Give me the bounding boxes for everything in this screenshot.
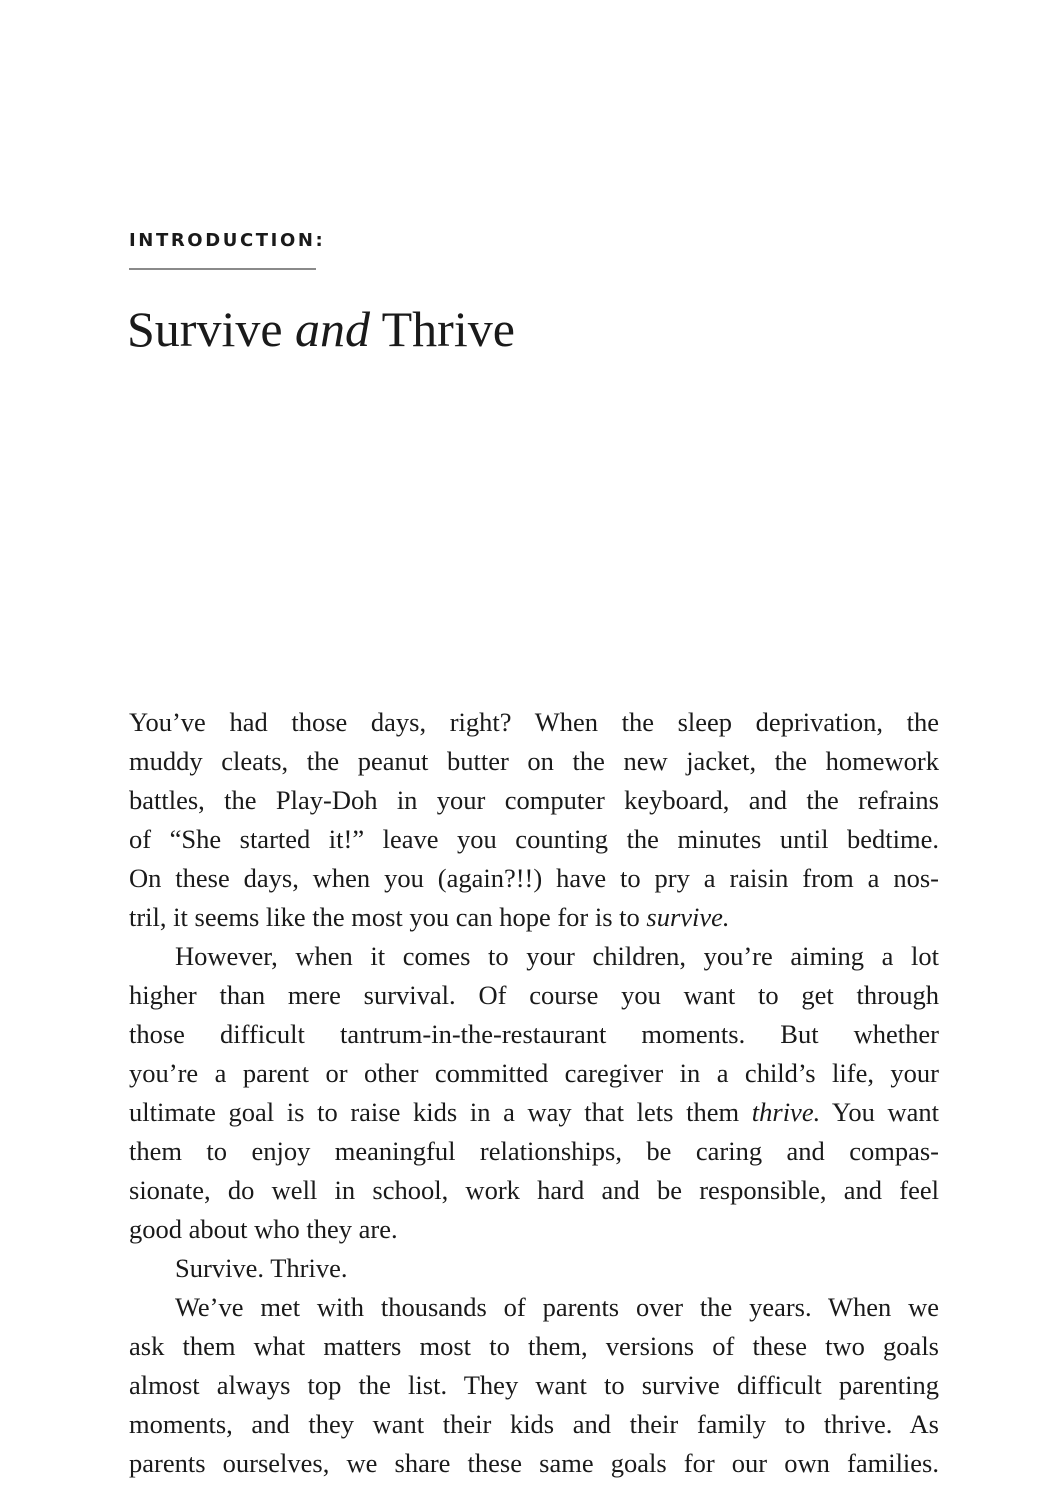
body-line: higher than mere survival. Of course you want to get through: [129, 980, 939, 1010]
body-line: You’ve had those days, right? When the sleep deprivation, the: [129, 707, 939, 737]
chapter-label-rule: [129, 268, 316, 270]
body-line: On these days, when you (again?!!) have to pry a raisin from a nos-: [129, 863, 939, 893]
body-line: those difficult tantrum-in-the-restaurant moments. But whether: [129, 1019, 939, 1049]
chapter-title-part-3: Thrive: [370, 301, 515, 357]
body-line: However, when it comes to your children, you’re aiming a lot: [175, 941, 939, 971]
chapter-title: [127, 300, 515, 358]
body-text: [129, 703, 939, 1483]
body-text-run: tril, it seems like the most you can hope for is to: [129, 902, 647, 932]
body-text-run: You want: [820, 1097, 940, 1127]
chapter-label: INTRODUCTION:: [129, 230, 326, 251]
body-line: [129, 898, 939, 937]
body-line: ask them what matters most to them, versions of these two goals: [129, 1331, 939, 1361]
body-line: battles, the Play-Doh in your computer keyboard, and the refrains: [129, 785, 939, 815]
body-line: you’re a parent or other committed caregiver in a child’s life, your: [129, 1058, 939, 1088]
body-line: Survive. Thrive.: [175, 1253, 348, 1283]
body-line: almost always top the list. They want to survive difficult parenting: [129, 1370, 939, 1400]
body-text-italic: thrive.: [751, 1097, 821, 1127]
body-text-italic: survive.: [646, 902, 730, 932]
body-line: We’ve met with thousands of parents over the years. When we: [175, 1292, 939, 1322]
body-line: sionate, do well in school, work hard and be responsible, and feel: [129, 1175, 939, 1205]
body-line: of “She started it!” leave you counting the minutes until bedtime.: [129, 824, 939, 854]
body-text-run: ultimate goal is to raise kids in a way that lets them: [129, 1097, 752, 1127]
body-line: [129, 1093, 939, 1132]
body-line: good about who they are.: [129, 1214, 398, 1244]
chapter-title-italic: and: [295, 301, 371, 357]
body-line: parents ourselves, we share these same goals for our own families.: [129, 1448, 939, 1478]
chapter-title-part-1: Survive: [127, 301, 296, 357]
body-line: them to enjoy meaningful relationships, be caring and compas-: [129, 1136, 939, 1166]
body-line: moments, and they want their kids and their family to thrive. As: [129, 1409, 939, 1439]
body-line: muddy cleats, the peanut butter on the new jacket, the homework: [129, 746, 939, 776]
